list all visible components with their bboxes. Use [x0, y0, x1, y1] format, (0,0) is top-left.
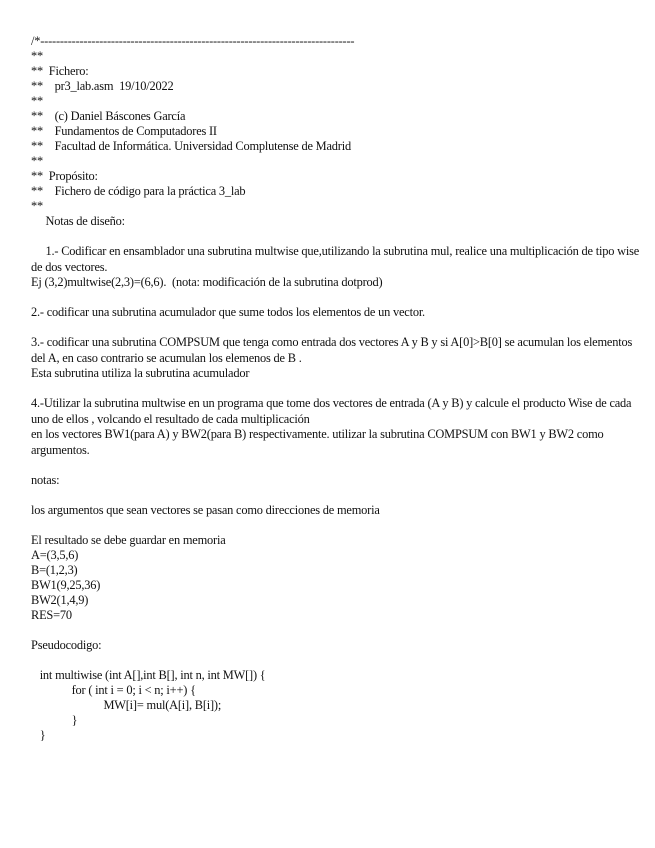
item-2: 2.- codificar una subrutina acumulador que sume todos los elementos de un vector.: [31, 305, 425, 319]
header-line: **: [31, 199, 43, 213]
header-line: ** Fichero de código para la práctica 3_lab: [31, 184, 246, 198]
notes-text: los argumentos que sean vectores se pasan como direcciones de memoria: [31, 503, 380, 517]
header-line: **: [31, 154, 43, 168]
header-line: ** (c) Daniel Báscones García: [31, 109, 186, 123]
code-line: MW[i]= mul(A[i], B[i]);: [31, 698, 222, 712]
header-line: **: [31, 49, 43, 63]
pseudocode-block: [31, 668, 641, 743]
header-line: ** Facultad de Informática. Universidad Complutense de Madrid: [31, 139, 351, 153]
item-1: [31, 244, 641, 290]
header-line: /*--------------------------------------------------------------------------------: [31, 34, 355, 48]
header-line: **: [31, 94, 43, 108]
pseudocode-label: Pseudocodigo:: [31, 638, 102, 652]
memory-intro: El resultado se debe guardar en memoria: [31, 533, 226, 547]
item-1-example: Ej (3,2)multwise(2,3)=(6,6). (nota: modificación de la subrutina dotprod): [31, 275, 383, 289]
header-line: ** Propósito:: [31, 169, 98, 183]
item-3: [31, 335, 641, 381]
document-body: [31, 34, 641, 743]
item-1-text: 1.- Codificar en ensamblador una subrutina multwise que,utilizando la subrutina mul, realice una multiplicación de tipo wise de dos vectores.: [31, 244, 642, 274]
header-comment: [31, 34, 641, 229]
memory-line: A=(3,5,6): [31, 548, 79, 562]
memory-line: RES=70: [31, 608, 72, 622]
design-notes-heading: Notas de diseño:: [31, 214, 125, 228]
header-line: ** pr3_lab.asm 19/10/2022: [31, 79, 174, 93]
item-3-note: Esta subrutina utiliza la subrutina acumulador: [31, 366, 250, 380]
memory-block: [31, 533, 641, 623]
item-4-text: 4.-Utilizar la subrutina multwise en un programa que tome dos vectores de entrada (A y B) y calcule el producto Wise de cada uno de ellos , volcando el resultado de cada multiplicación: [31, 396, 632, 426]
notes-label: notas:: [31, 473, 60, 487]
header-line: ** Fundamentos de Computadores II: [31, 124, 217, 138]
code-line: }: [31, 713, 78, 727]
memory-line: B=(1,2,3): [31, 563, 78, 577]
memory-line: BW1(9,25,36): [31, 578, 101, 592]
item-3-text: 3.- codificar una subrutina COMPSUM que tenga como entrada dos vectores A y B y si A[0]>B[0] se acumulan los elementos del A, en caso contrario se acumulan los elemenos de B .: [31, 335, 633, 365]
header-line: ** Fichero:: [31, 64, 89, 78]
code-line: }: [31, 728, 46, 742]
code-line: int multiwise (int A[],int B[], int n, int MW[]) {: [31, 668, 266, 682]
item-4-text-2: en los vectores BW1(para A) y BW2(para B) respectivamente. utilizar la subrutina COMPSUM con BW1 y BW2 como argumentos.: [31, 427, 604, 457]
item-4: [31, 396, 641, 458]
memory-line: BW2(1,4,9): [31, 593, 89, 607]
code-line: for ( int i = 0; i < n; i++) {: [31, 683, 196, 697]
